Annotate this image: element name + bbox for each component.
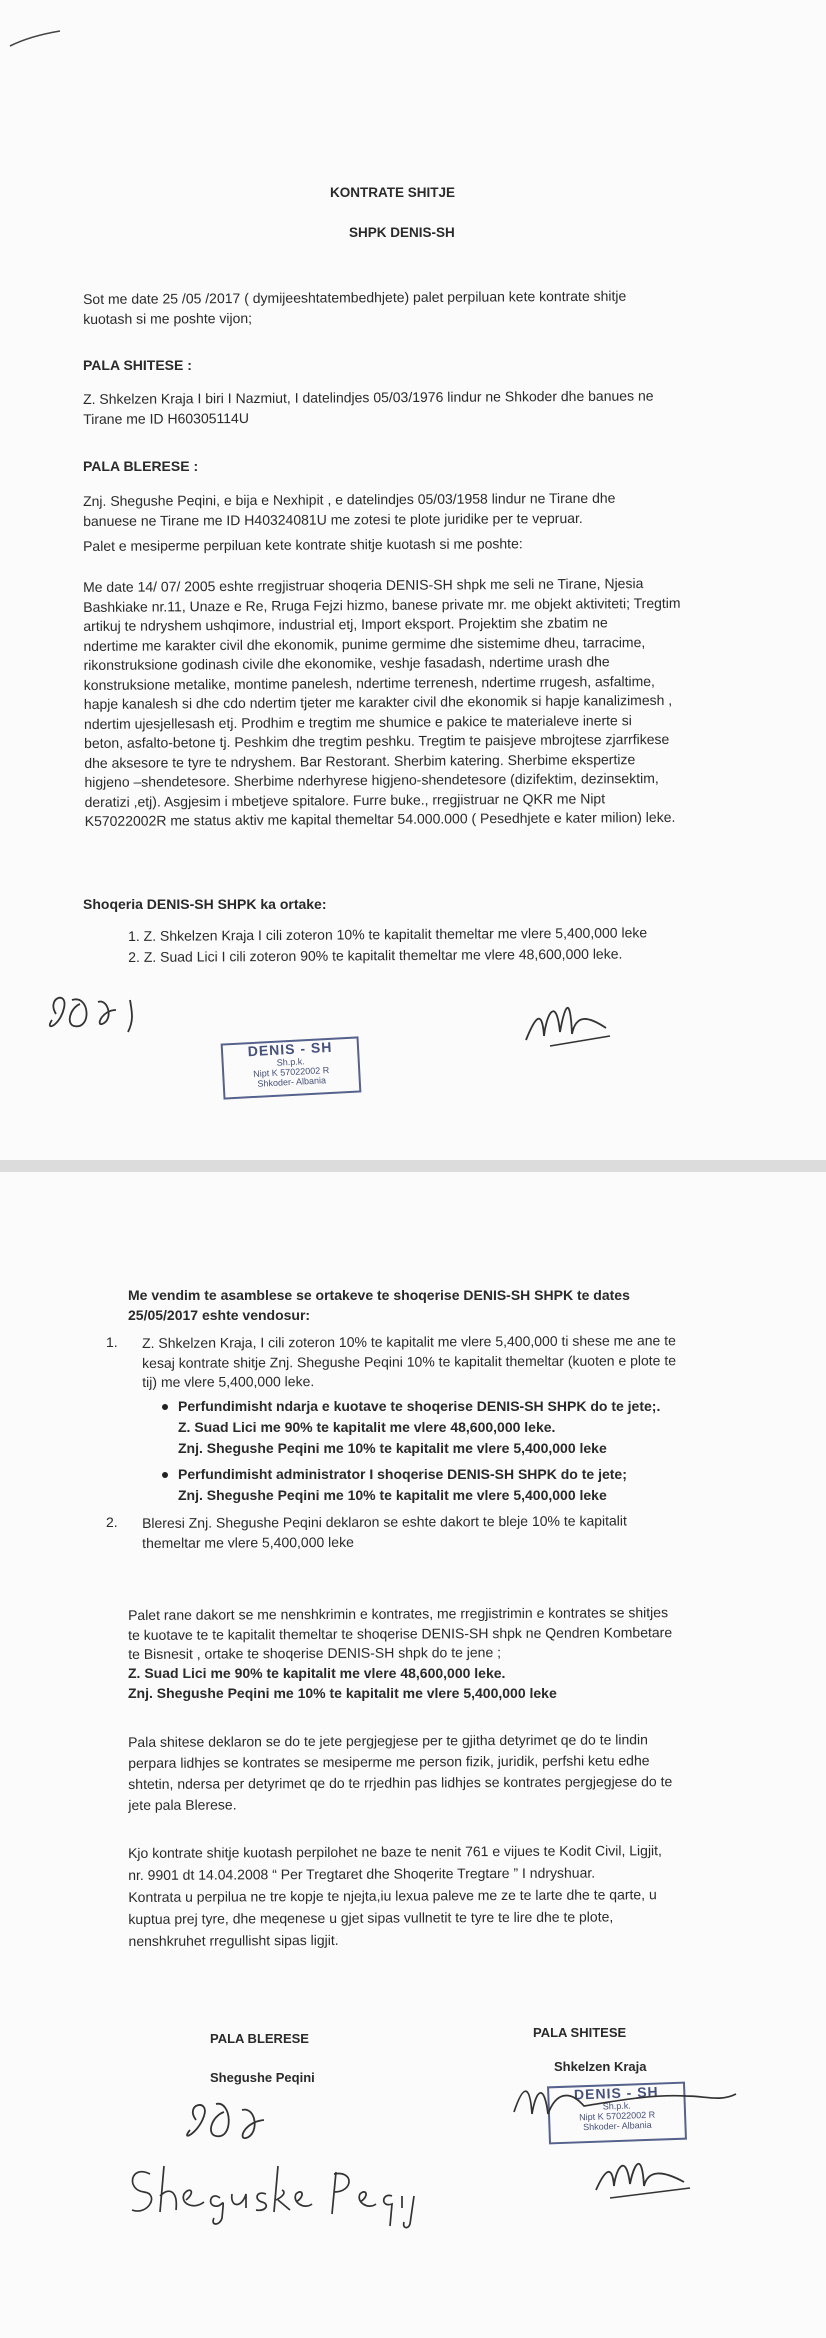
pen-mark xyxy=(6,28,66,50)
bullet-shares xyxy=(178,1396,660,1459)
text-line: rikonstruksione godinash civile dhe ekonomike, veshje fasadash, ndertime urash dhe xyxy=(83,653,610,673)
buyer-full-signature xyxy=(120,2152,440,2232)
seller-signature-over-stamp xyxy=(510,2072,750,2132)
seller-party-label: PALA SHITESE xyxy=(533,2025,627,2040)
text-line: jete pala Bleresе. xyxy=(128,1796,237,1813)
seller-paragraph xyxy=(83,387,654,429)
buyer-name: Shegushe Peqini xyxy=(210,2070,315,2085)
stamp-company-name: DENIS - SH xyxy=(573,2083,659,2103)
text-line: Kontrata u perpilua ne tre kopje te njejta,iu lexua paleve me ze te larte dhe te qarte, u xyxy=(128,1886,657,1905)
text-line: kuotash si me poshte vijon; xyxy=(83,309,253,327)
text-line: hapje kanalesh si dhe cdo ndertim tjeter me karakter civil dhe ekonomik si hapje kanalizimesh , xyxy=(83,691,673,712)
company-paragraph xyxy=(83,574,682,832)
decision-item-2 xyxy=(142,1511,627,1553)
text-line: deratizi ,etj). Asgjesim i mbetjeve spitalore. Furre buke., rregjistruar ne QKR me Nipt xyxy=(84,789,606,810)
item-number: 2. xyxy=(106,1514,118,1530)
text-line: Znj. Shegushe Peqini, e bija e Nexhipit , e datelindjes 05/03/1958 lindur ne Tirane dhe xyxy=(83,489,616,509)
bullet-dot xyxy=(162,1472,168,1478)
document-title: KONTRATE SHITJE xyxy=(330,185,456,200)
stamp-company-type: Sh.p.k. xyxy=(602,2100,631,2112)
company-stamp xyxy=(221,1036,362,1099)
text-line: Me date 14/ 07/ 2005 eshte rregjistruar shoqeria DENIS-SH shpk me seli ne Tirane, Njesia xyxy=(83,575,644,595)
buyer-heading: PALA BLERESE : xyxy=(83,458,199,474)
liability-paragraph xyxy=(128,1729,672,1816)
buyer-initials-signature xyxy=(42,980,152,1050)
text-line: Tirane me ID H60305114U xyxy=(83,409,249,427)
text-line: kuptua prej tyre, dhe meqenese u gjet sipas vullnetit te tyre te lire dhe te plote, xyxy=(128,1908,614,1927)
item-number: 1. xyxy=(106,1334,118,1350)
text-line: beton, asfalto-betone tj. Peshkim dhe tregtim peshku. Tregtim te paisjeve mbrojtese zjarrfikese xyxy=(84,730,670,751)
text-line: ndertim ujesjellesash etj. Prodhim e tregtim me shumice e pakice te materialeve inerte si xyxy=(83,711,632,732)
seller-heading: PALA SHITESE : xyxy=(83,357,192,373)
text-line: Bashkiake nr.11, Unaze e Re, Rruga Fejzi hizmo, banese private mr. me objekt aktiviteti; Tregtim xyxy=(83,594,681,615)
text-line: higjeno –shendetesore. Sherbime nderhyrese higjeno-shendetesore (dizifektim, dezinsektim, xyxy=(84,769,659,790)
agreement-paragraph xyxy=(128,1603,672,1664)
buyer-initials-signature xyxy=(176,2090,286,2160)
parties-agree-text: Palet e mesiperme perpiluan kete kontrate shitje kuotash si me poshte: xyxy=(83,535,523,554)
text-line: Me vendim te asamblese se ortakeve te shoqerise DENIS-SH SHPK te dates xyxy=(128,1287,630,1303)
text-line: Perfundimisht ndarja e kuotave te shoqerise DENIS-SH SHPK do te jete;. xyxy=(178,1398,661,1414)
text-line: Z. Suad Lici me 90% te kapitalit me vlere 48,600,000 leke. xyxy=(178,1419,556,1435)
text-line: Znj. Shegushe Peqini me 10% te kapitalit me vlere 5,400,000 leke xyxy=(178,1440,607,1456)
contract-page-2 xyxy=(0,1172,826,2338)
text-line: Pala shitese deklaron se do te jete pergjegjese per te gjitha detyrimet qe do te lindin xyxy=(128,1731,648,1750)
stamp-company-type: Sh.p.k. xyxy=(276,1056,305,1068)
text-line: Bleresi Znj. Shegushe Peqini deklaron se eshte dakort te bleje 10% te kapitalit xyxy=(142,1512,627,1531)
buyer-party-label: PALA BLERESE xyxy=(210,2031,309,2046)
stamp-nipt: Nipt K 57022002 R xyxy=(252,1065,330,1079)
stamp-city: Shkoder- Albania xyxy=(257,1075,327,1089)
bullet-dot xyxy=(162,1404,168,1410)
document-subtitle: SHPK DENIS-SH xyxy=(349,225,455,240)
intro-paragraph xyxy=(83,287,626,329)
stamp-nipt: Nipt K 57022002 R xyxy=(578,2109,656,2123)
stamp-city: Shkoder- Albania xyxy=(583,2119,652,2133)
agreement-shares xyxy=(128,1664,557,1703)
decision-heading xyxy=(128,1286,630,1325)
text-line: banuese ne Tirane me ID H40324081U me zotesi te plote juridike per te vepruar. xyxy=(83,509,583,529)
stamp-company-name: DENIS - SH xyxy=(247,1038,333,1060)
seller-signature xyxy=(520,976,620,1056)
list-item: 1. Z. Shkelzen Kraja I cili zoteron 10% te kapitalit themeltar me vlere 5,400,000 leke xyxy=(128,924,648,944)
text-line: Perfundimisht administrator I shoqerise DENIS-SH SHPK do te jete; xyxy=(178,1466,627,1482)
buyer-paragraph xyxy=(83,489,616,531)
text-line: themeltar me vlere 5,400,000 leke xyxy=(142,1533,354,1551)
text-line: Z. Suad Lici me 90% te kapitalit me vlere 48,600,000 leke. xyxy=(128,1665,506,1681)
text-line: artikuj te ndryshem ushqimore, industrial etj, Import eksport. Projektim she zbatim ne xyxy=(83,614,608,634)
text-line: K57022002R me status aktiv me kapital themeltar 54.000.000 ( Pesedhjete e kater milion) leke. xyxy=(84,808,676,829)
seller-name: Shkelzen Kraja xyxy=(554,2059,647,2074)
text-line: Znj. Shegushe Peqini me 10% te kapitalit me vlere 5,400,000 leke xyxy=(178,1487,607,1503)
partners-heading: Shoqeria DENIS-SH SHPK ka ortake: xyxy=(83,896,327,912)
text-line: nenshkruhet rregullisht sipas ligjit. xyxy=(128,1931,339,1949)
text-line: Znj. Shegushe Peqini me 10% te kapitalit me vlere 5,400,000 leke xyxy=(128,1684,557,1701)
text-line: Z. Shkelzen Kraja, I cili zoteron 10% te kapitalit me vlere 5,400,000 ti shese me ane te xyxy=(142,1332,676,1351)
text-line: Sot me date 25 /05 /2017 ( dymijeeshtatembedhjete) palet perpiluan kete kontrate shitje xyxy=(83,287,627,307)
contract-page-1 xyxy=(0,0,826,1160)
text-line: ndertime me karakter civil dhe ekonomik, punime germime dhe sistemime dheu, tarracime, xyxy=(83,633,646,654)
legal-basis-paragraph xyxy=(128,1839,662,1952)
text-line: Z. Shkelzen Kraja I biri I Nazmiut, I datelindjes 05/03/1976 lindur ne Shkoder dhe banues ne xyxy=(83,387,654,407)
partners-list xyxy=(128,922,647,968)
decision-item-1 xyxy=(142,1331,676,1392)
text-line: dhe aksesore te tyre te ndryshem. Bar Restorant. Sherbim katering. Sherbime ekspertize xyxy=(84,750,636,771)
text-line: kesaj kontrate shitje Znj. Shegushe Peqini 10% te kapitalit themeltar (kuoten e plote te xyxy=(142,1351,677,1371)
text-line: 25/05/2017 eshte vendosur: xyxy=(128,1306,311,1323)
text-line: nr. 9901 dt 14.04.2008 “ Per Tregtaret dhe Shoqerite Tregtare ” I ndryshuar. xyxy=(128,1864,596,1883)
seller-signature xyxy=(590,2136,700,2206)
text-line: te Bisnesit , ortake te shoqerise DENIS-SH shpk do te jene ; xyxy=(128,1644,502,1662)
text-line: shtetin, ndersa per detyrimet qe do te rrjedhin pas lidhjes se kontrates pergjegjese do te xyxy=(128,1773,673,1792)
list-item: 2. Z. Suad Lici I cili zoteron 90% te kapitalit themeltar me vlere 48,600,000 leke. xyxy=(128,945,623,965)
text-line: tij) me vlere 5,400,000 leke. xyxy=(142,1373,315,1390)
text-line: Palet rane dakort se me nenshkrimin e kontrates, me rregjistrimin e kontrates se shitjes xyxy=(128,1604,669,1623)
text-line: Kjo kontrate shitje kuotash perpilohet ne baze te nenit 761 e vijues te Kodit Civil, Ligjit, xyxy=(128,1842,662,1861)
text-line: perpara lidhjes se kontrates se mesiperme me person fizik, juridik, perfshi ketu edhe xyxy=(128,1752,650,1771)
text-line: konstruksione metalike, montime panelesh, ndertime terrenesh, ndertime rrugesh, asfaltime, xyxy=(83,672,655,693)
bullet-administrator xyxy=(178,1464,627,1506)
text-line: te kuotave te te kapitalit themeltar te shoqerise DENIS-SH shpk ne Qendren Kombetare xyxy=(128,1623,673,1643)
